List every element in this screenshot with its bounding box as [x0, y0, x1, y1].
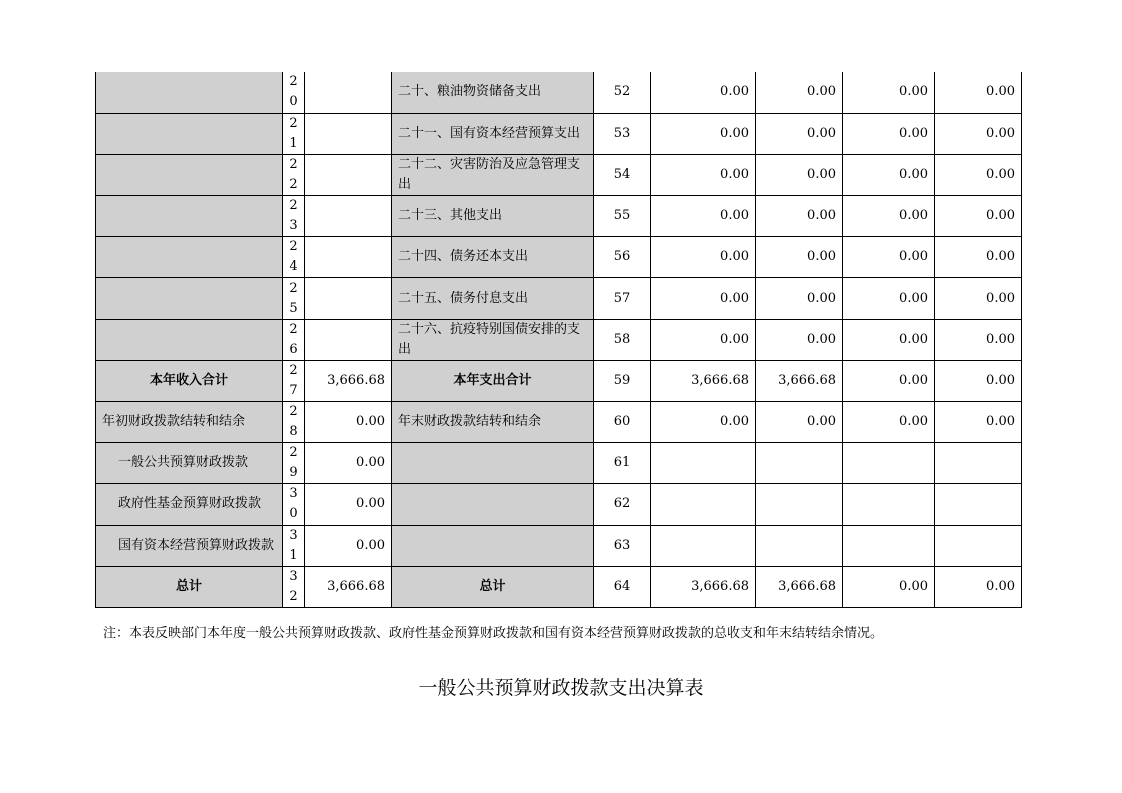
- income-total-label: 本年收入合计: [96, 360, 283, 401]
- row-seq-number: 21: [289, 115, 298, 151]
- value-cell-3: 0.00: [843, 402, 935, 443]
- next-table-title: 一般公共预算财政拨款支出决算表: [418, 677, 704, 699]
- value-cell-3: [843, 484, 935, 525]
- value-cell-1: 0.00: [651, 113, 756, 154]
- value-cell-4: 0.00: [935, 154, 1022, 195]
- value-cell-2: 0.00: [756, 237, 843, 278]
- value-cell-3: 0.00: [843, 319, 935, 360]
- value-cell-1: [651, 443, 756, 484]
- value-cell-4: [935, 484, 1022, 525]
- expense-item-cell: 二十、粮油物资储备支出: [392, 72, 594, 113]
- fiscal-allocation-table: [95, 72, 1022, 608]
- row-seq-number: 22: [289, 156, 298, 192]
- table-row: [96, 484, 1022, 525]
- row-seq-number: 30: [289, 486, 298, 522]
- value-cell-1: 0.00: [651, 319, 756, 360]
- value-cell-1: [651, 484, 756, 525]
- value-cell-4: 0.00: [935, 237, 1022, 278]
- income-amount-cell: 0.00: [305, 402, 392, 443]
- income-item-cell: [96, 113, 283, 154]
- line-number-cell: 64: [594, 566, 651, 607]
- value-cell-1: 0.00: [651, 72, 756, 113]
- value-cell-2: 0.00: [756, 154, 843, 195]
- income-item-cell: [96, 72, 283, 113]
- table-row: [96, 443, 1022, 484]
- value-cell-3: 0.00: [843, 196, 935, 237]
- expense-item-cell: [392, 443, 594, 484]
- expense-item-cell: 年末财政拨款结转和结余: [392, 402, 594, 443]
- table-row: [96, 113, 1022, 154]
- table-row: [96, 319, 1022, 360]
- row-seq-cell: [283, 278, 305, 319]
- table-row: [96, 237, 1022, 278]
- line-number-cell: 60: [594, 402, 651, 443]
- row-seq-cell: [283, 484, 305, 525]
- line-number-cell: 59: [594, 360, 651, 401]
- value-cell-1: 0.00: [651, 237, 756, 278]
- row-seq-cell: [283, 443, 305, 484]
- income-item-cell: [96, 196, 283, 237]
- table-row: [96, 525, 1022, 566]
- value-cell-3: 0.00: [843, 278, 935, 319]
- income-amount-cell: [305, 154, 392, 195]
- row-seq-number: 25: [289, 280, 298, 316]
- value-cell-1: 0.00: [651, 154, 756, 195]
- line-number-cell: 57: [594, 278, 651, 319]
- value-cell-3: 0.00: [843, 72, 935, 113]
- expense-item-cell: [392, 525, 594, 566]
- grand-total-expense-label: 总计: [392, 566, 594, 607]
- value-cell-3: 0.00: [843, 360, 935, 401]
- income-amount-cell: [305, 113, 392, 154]
- expense-item-cell: 二十一、国有资本经营预算支出: [392, 113, 594, 154]
- row-seq-cell: [283, 196, 305, 237]
- value-cell-2: 0.00: [756, 72, 843, 113]
- table-row: [96, 566, 1022, 607]
- row-seq-number: 29: [289, 445, 298, 481]
- value-cell-1: 0.00: [651, 278, 756, 319]
- value-cell-1: 3,666.68: [651, 566, 756, 607]
- value-cell-3: [843, 443, 935, 484]
- row-seq-number: 27: [289, 362, 298, 398]
- income-amount-cell: [305, 196, 392, 237]
- value-cell-1: [651, 525, 756, 566]
- value-cell-3: 0.00: [843, 113, 935, 154]
- value-cell-4: [935, 443, 1022, 484]
- row-seq-number: 26: [289, 321, 298, 357]
- row-seq-number: 24: [289, 239, 298, 275]
- value-cell-3: [843, 525, 935, 566]
- expense-total-label: 本年支出合计: [392, 360, 594, 401]
- income-item-cell: [96, 319, 283, 360]
- row-seq-number: 20: [289, 74, 298, 110]
- income-amount-cell: 0.00: [305, 484, 392, 525]
- income-item-cell: 年初财政拨款结转和结余: [96, 402, 283, 443]
- line-number-cell: 52: [594, 72, 651, 113]
- value-cell-4: 0.00: [935, 319, 1022, 360]
- value-cell-4: 0.00: [935, 113, 1022, 154]
- expense-item-cell: 二十六、抗疫特别国债安排的支出: [392, 319, 594, 360]
- value-cell-1: 0.00: [651, 402, 756, 443]
- income-item-cell: [96, 154, 283, 195]
- table-row: [96, 360, 1022, 401]
- value-cell-2: 0.00: [756, 113, 843, 154]
- income-item-cell: 政府性基金预算财政拨款: [96, 484, 283, 525]
- row-seq-cell: [283, 113, 305, 154]
- row-seq-number: 23: [289, 198, 298, 234]
- value-cell-4: 0.00: [935, 360, 1022, 401]
- income-amount-cell: [305, 237, 392, 278]
- row-seq-cell: [283, 319, 305, 360]
- row-seq-cell: [283, 566, 305, 607]
- value-cell-4: 0.00: [935, 566, 1022, 607]
- income-item-cell: [96, 237, 283, 278]
- table-row: [96, 154, 1022, 195]
- row-seq-cell: [283, 525, 305, 566]
- value-cell-4: 0.00: [935, 278, 1022, 319]
- line-number-cell: 61: [594, 443, 651, 484]
- value-cell-2: 3,666.68: [756, 566, 843, 607]
- value-cell-2: [756, 484, 843, 525]
- income-amount-cell: [305, 278, 392, 319]
- line-number-cell: 62: [594, 484, 651, 525]
- row-seq-cell: [283, 360, 305, 401]
- value-cell-4: 0.00: [935, 196, 1022, 237]
- table-footnote: 注：本表反映部门本年度一般公共预算财政拨款、政府性基金预算财政拨款和国有资本经营预算财政拨款的总收支和年末结转结余情况。: [103, 626, 884, 641]
- income-item-cell: 一般公共预算财政拨款: [96, 443, 283, 484]
- value-cell-2: [756, 525, 843, 566]
- income-item-cell: [96, 278, 283, 319]
- value-cell-1: 0.00: [651, 196, 756, 237]
- grand-total-income-label: 总计: [96, 566, 283, 607]
- value-cell-4: [935, 525, 1022, 566]
- line-number-cell: 53: [594, 113, 651, 154]
- value-cell-2: 0.00: [756, 196, 843, 237]
- row-seq-number: 28: [289, 404, 298, 440]
- row-seq-number: 31: [289, 527, 298, 563]
- table-row: [96, 278, 1022, 319]
- value-cell-3: 0.00: [843, 237, 935, 278]
- line-number-cell: 58: [594, 319, 651, 360]
- value-cell-2: 0.00: [756, 319, 843, 360]
- income-amount-cell: 3,666.68: [305, 566, 392, 607]
- income-amount-cell: [305, 72, 392, 113]
- value-cell-2: 3,666.68: [756, 360, 843, 401]
- value-cell-1: 3,666.68: [651, 360, 756, 401]
- value-cell-2: 0.00: [756, 402, 843, 443]
- expense-item-cell: 二十五、债务付息支出: [392, 278, 594, 319]
- line-number-cell: 55: [594, 196, 651, 237]
- table-row: [96, 72, 1022, 113]
- value-cell-4: 0.00: [935, 402, 1022, 443]
- line-number-cell: 56: [594, 237, 651, 278]
- row-seq-cell: [283, 72, 305, 113]
- line-number-cell: 63: [594, 525, 651, 566]
- row-seq-number: 32: [289, 568, 298, 604]
- value-cell-2: [756, 443, 843, 484]
- expense-item-cell: 二十四、债务还本支出: [392, 237, 594, 278]
- table-row: [96, 196, 1022, 237]
- expense-item-cell: [392, 484, 594, 525]
- line-number-cell: 54: [594, 154, 651, 195]
- income-amount-cell: 0.00: [305, 443, 392, 484]
- value-cell-3: 0.00: [843, 154, 935, 195]
- table-row: [96, 402, 1022, 443]
- row-seq-cell: [283, 154, 305, 195]
- value-cell-4: 0.00: [935, 72, 1022, 113]
- income-amount-cell: 3,666.68: [305, 360, 392, 401]
- value-cell-2: 0.00: [756, 278, 843, 319]
- income-item-cell: 国有资本经营预算财政拨款: [96, 525, 283, 566]
- income-amount-cell: 0.00: [305, 525, 392, 566]
- row-seq-cell: [283, 402, 305, 443]
- value-cell-3: 0.00: [843, 566, 935, 607]
- expense-item-cell: 二十三、其他支出: [392, 196, 594, 237]
- row-seq-cell: [283, 237, 305, 278]
- income-amount-cell: [305, 319, 392, 360]
- expense-item-cell: 二十二、灾害防治及应急管理支出: [392, 154, 594, 195]
